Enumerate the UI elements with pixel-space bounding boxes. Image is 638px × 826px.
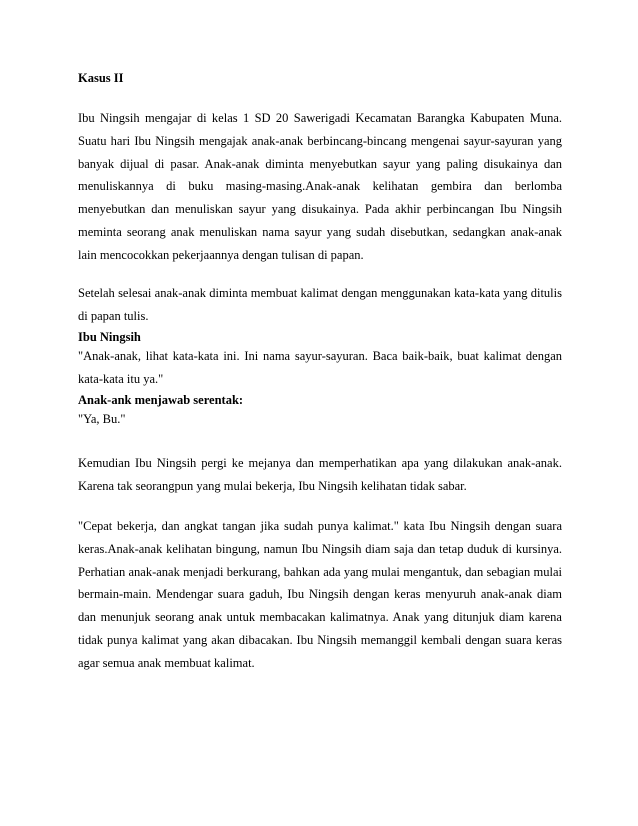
- speaker-label-teacher: Ibu Ningsih: [78, 330, 141, 344]
- paragraph-instruction: Setelah selesai anak-anak diminta membuat kalimat dengan menggunakan kata-kata yang ditulis di papan tulis.: [78, 286, 562, 323]
- paragraph-intro: Ibu Ningsih mengajar di kelas 1 SD 20 Sawerigadi Kecamatan Barangka Kabupaten Muna. Suatu hari Ibu Ningsih mengajak anak-anak berbincang-bincang mengenai sayur-sayuran yang banyak dijual di pasar. Anak-anak diminta menyebutkan sayur yang paling disukainya dan menuliskannya di buku masing-masing.Anak-anak kelihatan gembira dan berlomba menyebutkan dan menuliskan sayur yang disukainya. Pada akhir perbincangan Ibu Ningsih meminta seorang anak menuliskan nama sayur yang sudah disebutkan, sedangkan anak-anak lain mencocokkan pekerjaannya dengan tulisan di papan.: [78, 111, 562, 262]
- quote-teacher: "Anak-anak, lihat kata-kata ini. Ini nama sayur-sayuran. Baca baik-baik, buat kalimat dengan kata-kata itu ya.": [78, 349, 562, 386]
- paragraph-teacher-reaction: Kemudian Ibu Ningsih pergi ke mejanya dan memperhatikan apa yang dilakukan anak-anak. Karena tak seorangpun yang mulai bekerja, Ibu Ningsih kelihatan tidak sabar.: [78, 456, 562, 493]
- speaker-label-children: Anak-ank menjawab serentak:: [78, 393, 244, 407]
- document-title: Kasus II: [78, 71, 124, 85]
- paragraph-classroom-events: "Cepat bekerja, dan angkat tangan jika sudah punya kalimat." kata Ibu Ningsih dengan suara keras.Anak-anak kelihatan bingung, namun Ibu Ningsih diam saja dan tetap duduk di kursinya. Perhatian anak-anak menjadi berkurang, bahkan ada yang mulai mengantuk, dan sebagian mulai bermain-main. Mendengar suara gaduh, Ibu Ningsih dengan keras menyuruh anak-anak diam dan menunjuk seorang anak untuk membacakan kalimatnya. Anak yang ditunjuk diam karena tidak punya kalimat yang akan dibacakan. Ibu Ningsih memanggil kembali dengan suara keras agar semua anak membuat kalimat.: [78, 519, 562, 670]
- quote-children: "Ya, Bu.": [78, 412, 126, 426]
